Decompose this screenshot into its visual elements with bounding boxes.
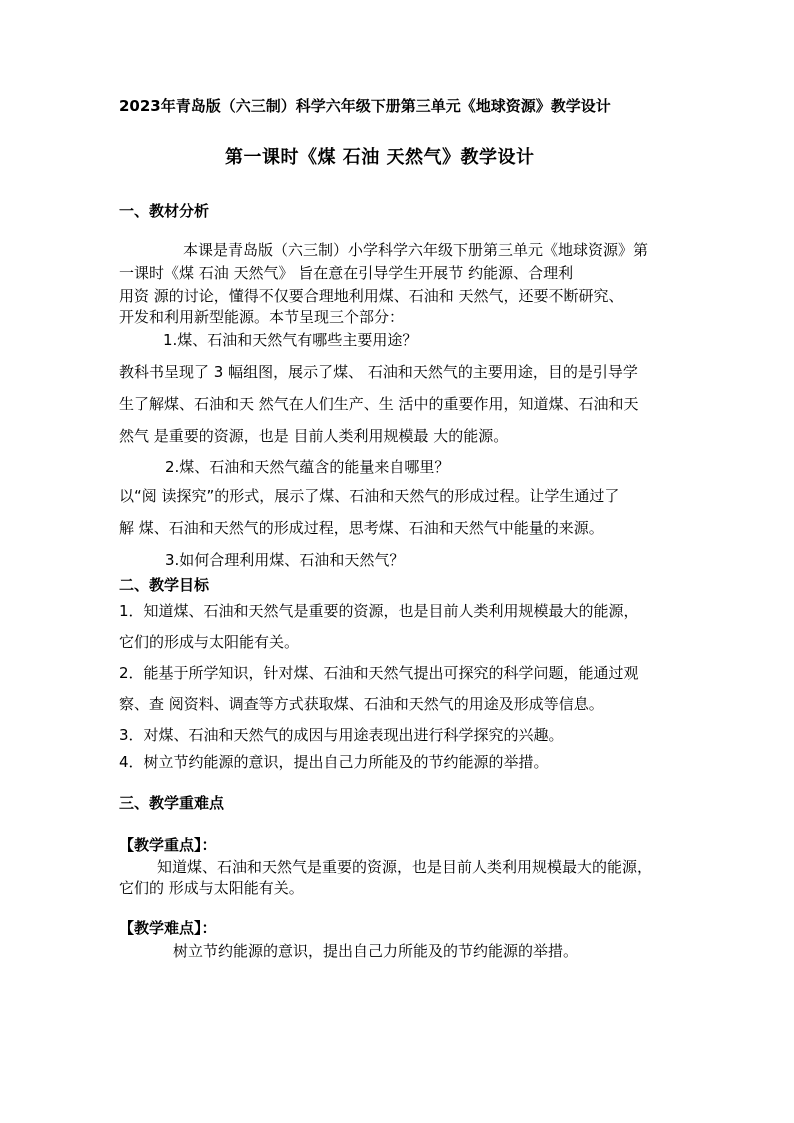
part3-title: 3.如何合理利用煤、石油和天然气？ <box>165 551 405 569</box>
part2-text-line: 以“阅 读探究”的形式，展示了煤、石油和天然气的形成过程。让学生通过了 <box>119 487 620 505</box>
difficulty-label: 【教学难点】： <box>119 919 217 937</box>
key-point-line: 知道煤、石油和天然气是重要的资源，也是目前人类利用规模最大的能源， <box>157 858 653 876</box>
section-heading-analysis: 一、教材分析 <box>119 202 210 220</box>
part1-text-line: 然气 是重要的资源，也是 目前人类利用规模最 大的能源。 <box>119 427 509 445</box>
part2-text-line: 解 煤、石油和天然气的形成过程，思考煤、石油和天然气中能量的来源。 <box>119 519 604 537</box>
document-title: 2023年青岛版（六三制）科学六年级下册第三单元《地球资源》教学设计 <box>119 97 611 115</box>
analysis-paragraph-line: 开发和利用新型能源。本节呈现三个部分： <box>119 308 405 326</box>
objective-line: 它们的形成与太阳能有关。 <box>119 633 300 651</box>
part1-text-line: 生了解煤、石油和天 然气在人们生产、生 活中的重要作用，知道煤、石油和天 <box>119 395 639 413</box>
part2-title: 2.煤、石油和天然气蕴含的能量来自哪里？ <box>165 458 450 476</box>
objective-line: 察、查 阅资料、调查等方式获取煤、石油和天然气的用途及形成等信息。 <box>119 695 604 713</box>
objective-line: 4．树立节约能源的意识，提出自己力所能及的节约能源的举措。 <box>119 753 549 771</box>
section-heading-key-points: 三、教学重难点 <box>119 794 225 812</box>
analysis-paragraph-line: 一课时《煤 石油 天然气》 旨在意在引导学生开展节 约能源、合理利 <box>119 264 574 282</box>
key-point-label: 【教学重点】： <box>119 836 217 854</box>
difficulty-line: 树立节约能源的意识，提出自己力所能及的节约能源的举措。 <box>173 942 579 960</box>
analysis-paragraph-line: 用资 源的讨论，懂得不仅要合理地利用煤、石油和 天然气，还要不断研究、 <box>119 287 624 305</box>
part1-text-line: 教科书呈现了 3 幅组图，展示了煤、 石油和天然气的主要用途，目的是引导学 <box>119 363 638 381</box>
objective-line: 3．对煤、石油和天然气的成因与用途表现出进行科学探究的兴趣。 <box>119 726 564 744</box>
analysis-paragraph-line: 本课是青岛版（六三制）小学科学六年级下册第三单元《地球资源》第 <box>183 241 649 259</box>
lesson-title: 第一课时《煤 石油 天然气》教学设计 <box>225 147 535 168</box>
objective-line: 1．知道煤、石油和天然气是重要的资源，也是目前人类利用规模最大的能源， <box>119 602 639 620</box>
key-point-line: 它们的 形成与太阳能有关。 <box>119 879 304 897</box>
part1-title: 1.煤、石油和天然气有哪些主要用途？ <box>163 331 418 349</box>
section-heading-objectives: 二、教学目标 <box>119 576 210 594</box>
objective-line: 2．能基于所学知识，针对煤、石油和天然气提出可探究的科学问题，能通过观 <box>119 664 639 682</box>
